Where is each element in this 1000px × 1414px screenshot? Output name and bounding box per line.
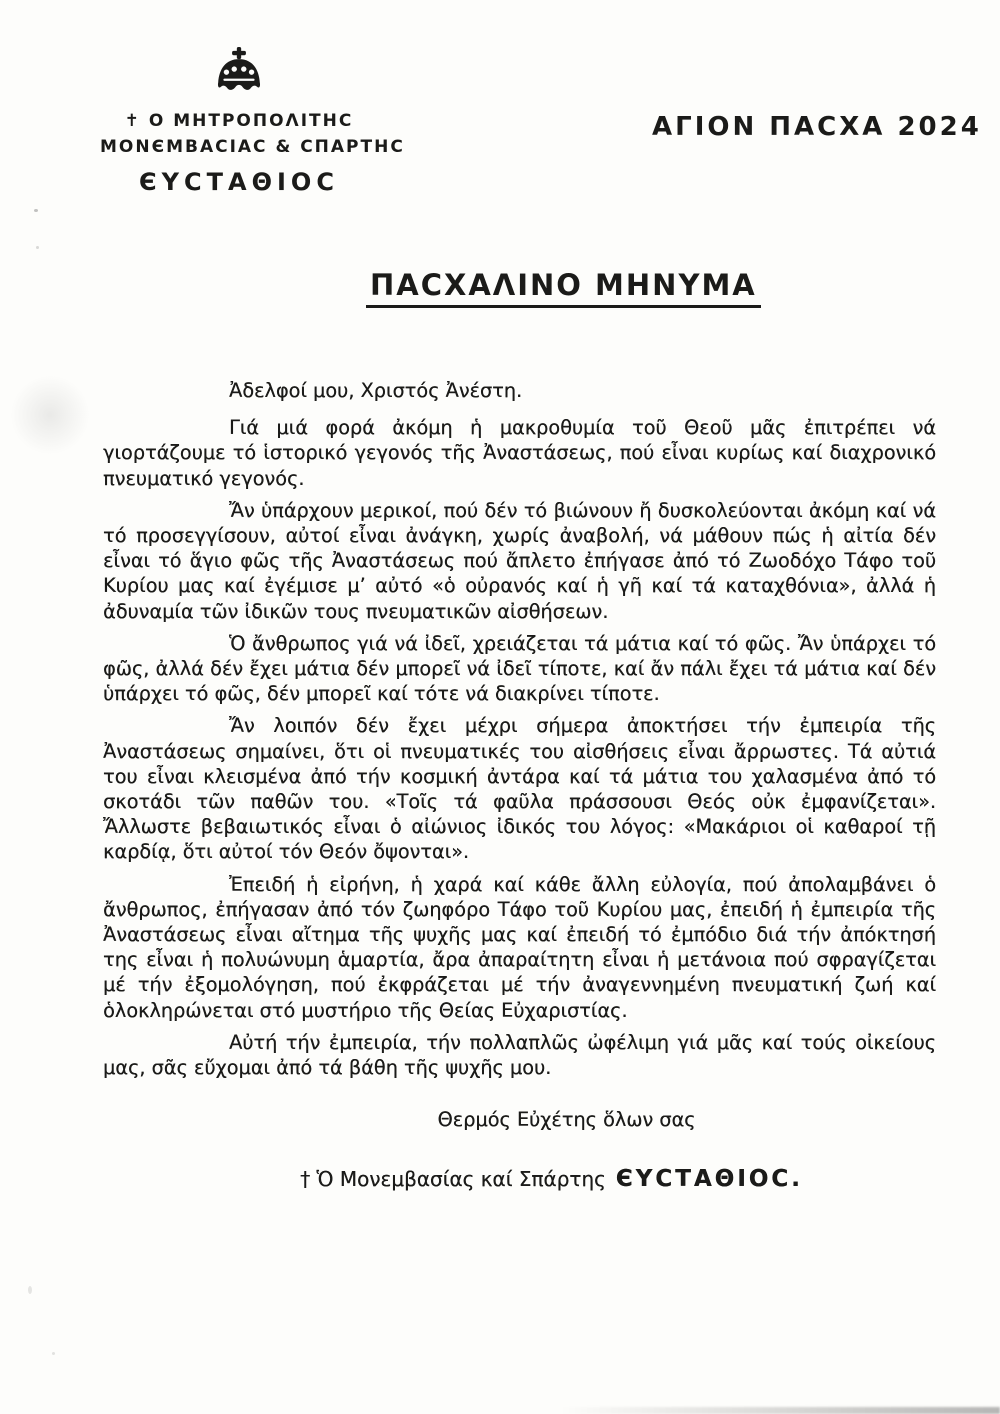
paragraph-3: Ὁ ἄνθρωπος γιά νά ἰδεῖ, χρειάζεται τά μάτια καί τό φῶς. Ἄν ὑπάρχει τό φῶς, ἀλλά δέν ἔχει μάτια δέν μπορεῖ νά ἰδεῖ τίποτε, καί ἄν πάλι ἔχει τά μάτια καί δέν ὑπάρχει τό φῶς, δέν μπορεῖ καί τότε νά διακρίνει τίποτε. <box>103 631 936 706</box>
scan-speck <box>34 209 38 212</box>
letterhead-line-see: ΜΟΝЄΜΒΑϹΙΑϹ & ϹΠΑΡΤΗϹ <box>100 137 405 158</box>
paragraph-1: Γιά μιά φορά ἀκόμη ἡ μακροθυμία τοῦ Θεοῦ μᾶς ἐπιτρέπει νά γιορτάζουμε τό ἱστορικό γεγονός τῆς Ἀναστάσεως, πού εἶναι κυρίως καί διαχρονικό πνευματικό γεγονός. <box>103 416 936 490</box>
scan-speck <box>36 246 39 249</box>
paragraph-6: Αὐτή τήν ἐμπειρία, τήν πολλαπλῶς ὠφέλιμη γιά μᾶς καί τούς οἰκείους μας, σᾶς εὔχομαι ἀπό τά βάθη τῆς ψυχῆς μου. <box>103 1030 936 1080</box>
scan-speck <box>28 1286 32 1294</box>
letterhead <box>100 46 405 201</box>
paragraph-4: Ἄν λοιπόν δέν ἔχει μέχρι σήμερα ἀποκτήσει τήν ἐμπειρία τῆς Ἀναστάσεως σημαίνει, ὅτι οἱ πνευματικές του αἰσθήσεις εἶναι ἄρρωστες. Τά αὐτιά του εἶναι κλεισμένα ἀπό τήν κοσμική ἀντάρα καί τά μάτια του χαλασμένα ἀπό τό σκοτάδι τῶν παθῶν του. «Τοῖς τά φαῦλα πράσσουσι Θεός οὐκ ἐμφανίζεται». Ἄλλωστε βεβαιωτικός εἶναι ὁ αἰώνιος ἰδικός του λόγος: «Μακάριοι οἱ καθαροί τῇ καρδίᾳ, ὅτι αὐτοί τόν Θεόν ὄψονται». <box>103 714 936 864</box>
letterhead-line-name: ЄΥϹΤΑΘΙΟϹ <box>139 167 339 196</box>
letterhead-line-metropolitan: ✝ Ο ΜΗΤΡΟΠΟΛΙΤΗϹ <box>124 111 354 131</box>
valediction: Θερμός Εὐχέτης ὅλων σας <box>437 1108 696 1131</box>
signature-name: ЄΥϹΤΑΘΙΟϹ. <box>615 1166 803 1192</box>
signature-line <box>135 1166 968 1192</box>
easter-year-heading: ΑΓΙΟΝ ΠΑϹΧΑ 2024 <box>652 112 982 142</box>
paragraph-5: Ἐπειδή ἡ εἰρήνη, ἡ χαρά καί κάθε ἄλλη εὐλογία, πού ἀπολαμβάνει ὁ ἄνθρωπος, ἐπήγασαν ἀπό τόν ζωηφόρο Τάφο τοῦ Κυρίου μας, ἐπειδή ἡ ἐμπειρία τῆς Ἀναστάσεως εἶναι αἴτημα τῆς ψυχῆς μας καί ἐπειδή τό ἐμπόδιο διά τήν ἀπόκτησή της εἶναι ἡ πολυώνυμη ἁμαρτία, ἄρα ἀπαραίτητη εἶναι ἡ μετάνοια πού σφραγίζεται μέ τήν ἐξομολόγηση, πού ἐκφράζεται μέ τήν ἀναγεννημένη πνευματική ζωή καί ὁλοκληρώνεται στό μυστήριο τῆς Θείας Εὐχαριστίας. <box>103 872 936 1022</box>
document-title: ΠΑϹΧΑΛΙΝΟ ΜΗΝΥΜΑ <box>366 268 761 308</box>
scan-speck <box>52 1352 55 1355</box>
signature-prefix: † Ὁ Μονεμβασίας καί Σπάρτης <box>300 1167 606 1191</box>
greeting-line: Ἀδελφοί μου, Χριστός Ἀνέστη. <box>229 379 523 402</box>
scan-edge-shadow <box>560 1407 1000 1414</box>
scan-smudge <box>10 375 90 455</box>
crown-icon <box>213 46 265 100</box>
paragraph-2: Ἄν ὑπάρχουν μερικοί, πού δέν τό βιώνουν ἤ δυσκολεύονται ἀκόμη καί νά τό προσεγγίσουν, αὐτοί εἶναι ἀνάγκη, χωρίς ἀναβολή, νά μάθουν πώς ἡ αἰτία δέν εἶναι τό ἅγιο φῶς τῆς Ἀναστάσεως πού ἄπλετο ἐπήγασε ἀπό τό Ζωοδόχο Τάφο τοῦ Κυρίου μας καί ἐγέμισε μ’ αὐτό «ὁ οὐρανός καί ἡ γῆ καί τά καταχθόνια», ἀλλά ἡ ἀδυναμία τῶν ἰδικῶν τους πνευματικῶν αἰσθήσεων. <box>103 498 936 623</box>
message-body <box>103 378 936 1087</box>
